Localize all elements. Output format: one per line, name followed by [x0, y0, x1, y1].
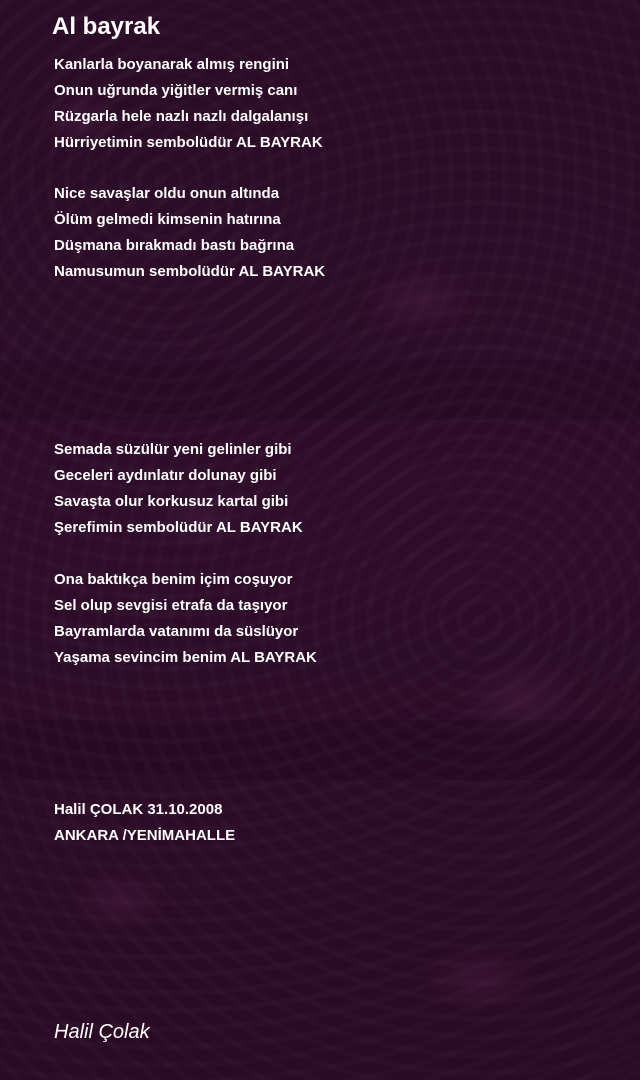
poem-line: Kanlarla boyanarak almış rengini — [54, 56, 290, 73]
poem-line: Düşmana bırakmadı bastı bağrına — [54, 237, 295, 254]
background-band — [0, 360, 640, 420]
poem-line: Semada süzülür yeni gelinler gibi — [54, 441, 292, 458]
signature-location: ANKARA /YENİMAHALLE — [54, 827, 236, 844]
poem-line: Ona baktıkça benim içim coşuyor — [54, 571, 293, 588]
poem-line: Namusumun sembolüdür AL BAYRAK — [54, 263, 326, 280]
poem-title: Al bayrak — [52, 13, 161, 40]
poem-line: Bayramlarda vatanımı da süslüyor — [54, 623, 299, 640]
stanza-3 — [54, 437, 303, 541]
poem-line: Şerefimin sembolüdür AL BAYRAK — [54, 519, 303, 536]
signature-block — [54, 797, 235, 849]
stanza-1 — [54, 52, 323, 156]
poem-line: Nice savaşlar oldu onun altında — [54, 185, 280, 202]
poem-line: Yaşama sevincim benim AL BAYRAK — [54, 649, 317, 666]
poem-line: Savaşta olur korkusuz kartal gibi — [54, 493, 289, 510]
poem-line: Onun uğrunda yiğitler vermiş canı — [54, 82, 298, 99]
poem-line: Sel olup sevgisi etrafa da taşıyor — [54, 597, 288, 614]
poem-line: Ölüm gelmedi kimsenin hatırına — [54, 211, 281, 228]
poem-line: Geceleri aydınlatır dolunay gibi — [54, 467, 277, 484]
signature-name-date: Halil ÇOLAK 31.10.2008 — [54, 801, 223, 818]
poem-line: Rüzgarla hele nazlı nazlı dalgalanışı — [54, 108, 309, 125]
stanza-4 — [54, 567, 317, 671]
background-band — [0, 720, 640, 780]
stanza-2 — [54, 181, 325, 285]
author-name: Halil Çolak — [54, 1021, 150, 1043]
poem-line: Hürriyetimin sembolüdür AL BAYRAK — [54, 134, 323, 151]
